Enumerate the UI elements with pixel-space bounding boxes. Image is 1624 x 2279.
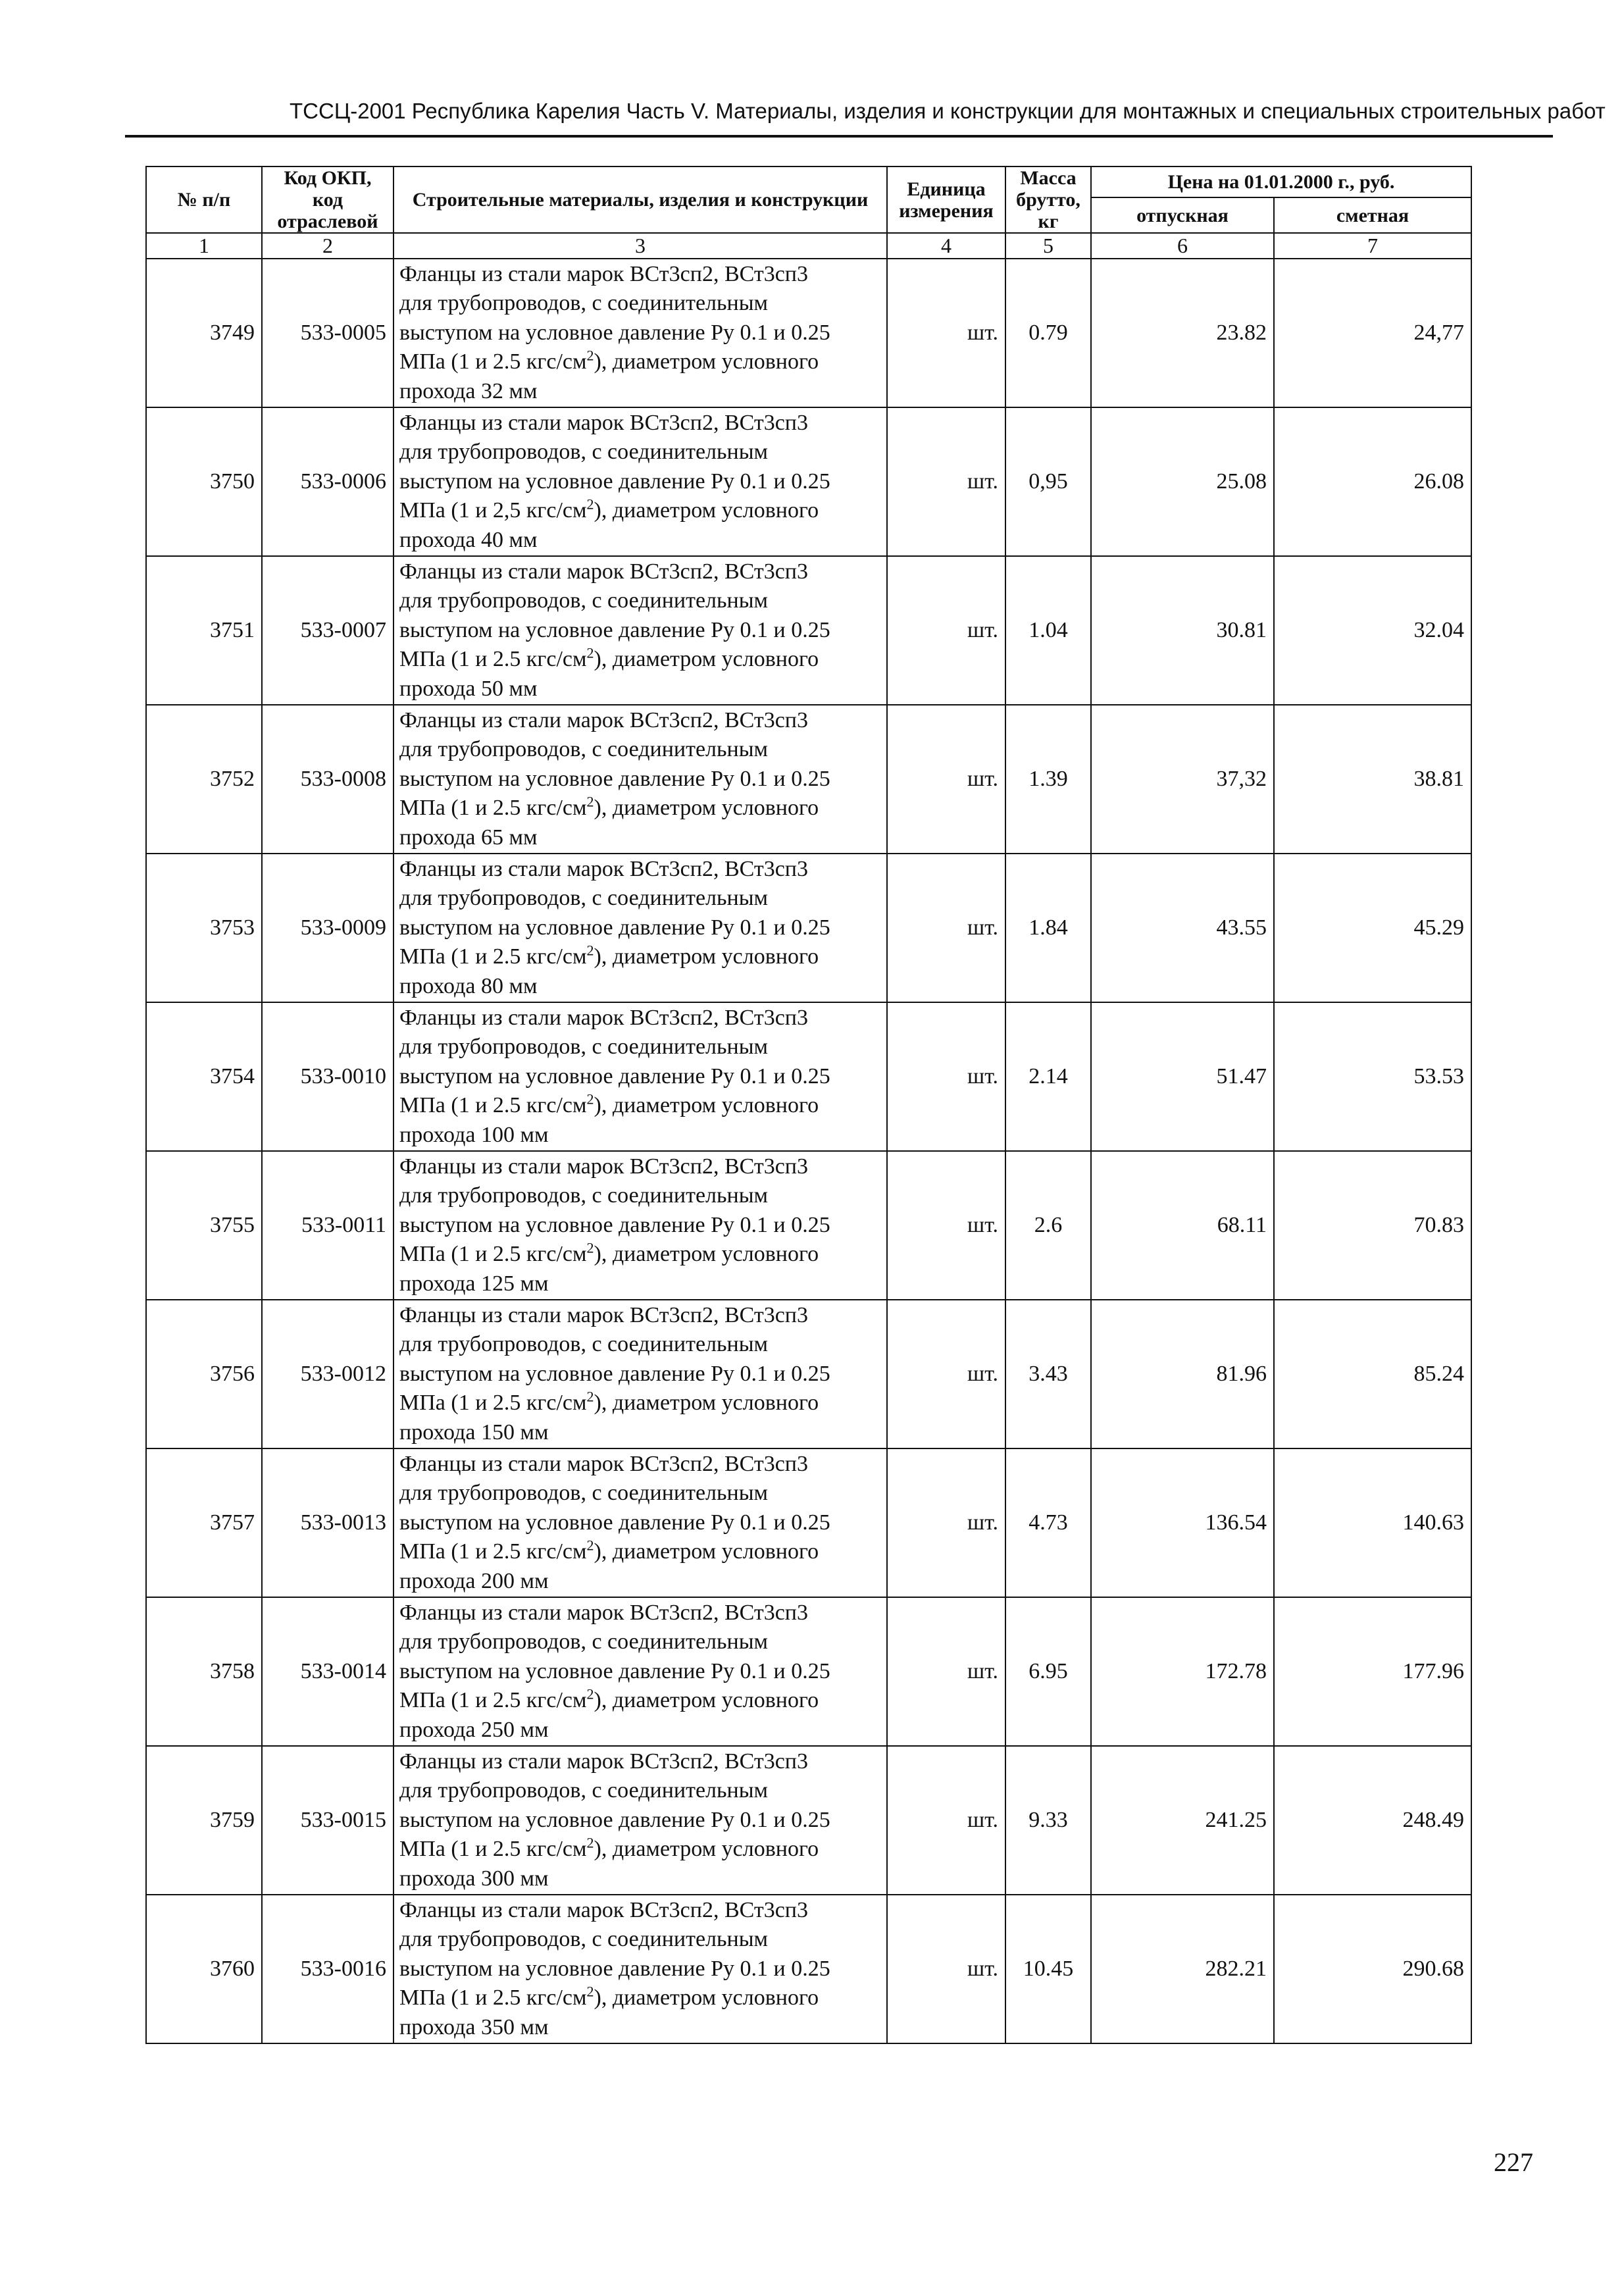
superscript-two: 2 (586, 793, 594, 810)
release-price: 241.25 (1091, 1746, 1274, 1895)
release-price: 37,32 (1091, 705, 1274, 854)
column-number: 2 (262, 233, 393, 259)
description-fragment: ), диаметром условного (594, 796, 819, 821)
unit-of-measure: шт. (887, 854, 1005, 1002)
gross-mass: 0,95 (1005, 407, 1091, 556)
estimate-price: 177.96 (1274, 1597, 1471, 1746)
material-description (393, 1746, 887, 1895)
description-fragment: МПа (1 и 2.5 кгс/см (399, 1242, 587, 1267)
table-row (146, 1895, 1471, 2043)
table-row (146, 1300, 1471, 1448)
unit-of-measure: шт. (887, 556, 1005, 705)
col-header-mass: Масса брутто, кг (1005, 166, 1091, 233)
estimate-price: 38.81 (1274, 705, 1471, 854)
description-fragment: ), диаметром условного (594, 1391, 819, 1416)
unit-of-measure: шт. (887, 1151, 1005, 1300)
description-line: Фланцы из стали марок ВСт3сп2, ВСт3сп3 (399, 856, 808, 881)
description-fragment: МПа (1 и 2.5 кгс/см (399, 1837, 587, 1862)
okp-code: 533-0014 (262, 1597, 393, 1746)
material-description (393, 705, 887, 854)
description-line: Фланцы из стали марок ВСт3сп2, ВСт3сп3 (399, 707, 808, 732)
col-header-price-estimate: сметная (1274, 197, 1471, 233)
description-line: для трубопроводов, с соединительным (399, 886, 769, 911)
description-line: Фланцы из стали марок ВСт3сп2, ВСт3сп3 (399, 559, 808, 584)
col-header-price-release: отпускная (1091, 197, 1274, 233)
description-fragment: ), диаметром условного (594, 1093, 819, 1118)
superscript-two: 2 (586, 1983, 594, 2000)
description-fragment: МПа (1 и 2.5 кгс/см (399, 1093, 587, 1118)
description-line (399, 1984, 881, 2013)
description-line (399, 1686, 881, 1716)
column-number-row (146, 233, 1471, 259)
description-line: для трубопроводов, с соединительным (399, 1927, 769, 1952)
description-line: выступом на условное давление Ру 0.1 и 0.25 (399, 1956, 830, 1981)
material-description (393, 259, 887, 407)
description-line: прохода 40 мм (399, 527, 538, 552)
material-description (393, 854, 887, 1002)
description-line: Фланцы из стали марок ВСт3сп2, ВСт3сп3 (399, 1897, 808, 1922)
description-line: выступом на условное давление Ру 0.1 и 0.25 (399, 1510, 830, 1535)
estimate-price: 140.63 (1274, 1448, 1471, 1597)
table-row (146, 1448, 1471, 1597)
description-line: прохода 65 мм (399, 825, 538, 850)
unit-of-measure: шт. (887, 259, 1005, 407)
row-number: 3760 (146, 1895, 262, 2043)
description-fragment: МПа (1 и 2.5 кгс/см (399, 349, 587, 374)
row-number: 3752 (146, 705, 262, 854)
description-line: выступом на условное давление Ру 0.1 и 0.25 (399, 1361, 830, 1386)
gross-mass: 1.84 (1005, 854, 1091, 1002)
unit-of-measure: шт. (887, 407, 1005, 556)
row-number: 3759 (146, 1746, 262, 1895)
col-header-num: № п/п (146, 166, 262, 233)
superscript-two: 2 (586, 644, 594, 661)
description-line: прохода 300 мм (399, 1866, 549, 1891)
estimate-price: 290.68 (1274, 1895, 1471, 2043)
description-line: прохода 350 мм (399, 2014, 549, 2039)
okp-code: 533-0010 (262, 1002, 393, 1151)
col-header-okp: Код ОКП, код отраслевой (262, 166, 393, 233)
description-line: прохода 50 мм (399, 676, 538, 701)
description-line: Фланцы из стали марок ВСт3сп2, ВСт3сп3 (399, 1154, 808, 1179)
table-row (146, 556, 1471, 705)
description-line: выступом на условное давление Ру 0.1 и 0.25 (399, 1063, 830, 1088)
description-line: для трубопроводов, с соединительным (399, 737, 769, 762)
release-price: 81.96 (1091, 1300, 1274, 1448)
description-line: для трубопроводов, с соединительным (399, 588, 769, 613)
table-row (146, 1151, 1471, 1300)
gross-mass: 3.43 (1005, 1300, 1091, 1448)
okp-code: 533-0016 (262, 1895, 393, 2043)
description-fragment: ), диаметром условного (594, 498, 819, 523)
description-line (399, 1389, 881, 1418)
description-line: выступом на условное давление Ру 0.1 и 0.25 (399, 469, 830, 494)
description-line: для трубопроводов, с соединительным (399, 1332, 769, 1357)
row-number: 3750 (146, 407, 262, 556)
description-line: Фланцы из стали марок ВСт3сп2, ВСт3сп3 (399, 1302, 808, 1327)
description-line: выступом на условное давление Ру 0.1 и 0.25 (399, 766, 830, 791)
gross-mass: 4.73 (1005, 1448, 1091, 1597)
description-line: Фланцы из стали марок ВСт3сп2, ВСт3сп3 (399, 1600, 808, 1625)
description-fragment: МПа (1 и 2.5 кгс/см (399, 647, 587, 672)
description-fragment: ), диаметром условного (594, 944, 819, 969)
description-fragment: МПа (1 и 2.5 кгс/см (399, 1985, 587, 2010)
description-line: выступом на условное давление Ру 0.1 и 0.25 (399, 1658, 830, 1683)
row-number: 3749 (146, 259, 262, 407)
release-price: 30.81 (1091, 556, 1274, 705)
estimate-price: 26.08 (1274, 407, 1471, 556)
description-line: Фланцы из стали марок ВСт3сп2, ВСт3сп3 (399, 1451, 808, 1476)
description-line: прохода 125 мм (399, 1271, 549, 1296)
description-line: Фланцы из стали марок ВСт3сп2, ВСт3сп3 (399, 1749, 808, 1774)
row-number: 3751 (146, 556, 262, 705)
release-price: 23.82 (1091, 259, 1274, 407)
unit-of-measure: шт. (887, 705, 1005, 854)
unit-of-measure: шт. (887, 1002, 1005, 1151)
release-price: 68.11 (1091, 1151, 1274, 1300)
description-line: прохода 32 мм (399, 378, 538, 403)
unit-of-measure: шт. (887, 1448, 1005, 1597)
material-description (393, 1448, 887, 1597)
row-number: 3758 (146, 1597, 262, 1746)
gross-mass: 0.79 (1005, 259, 1091, 407)
okp-code: 533-0011 (262, 1151, 393, 1300)
material-description (393, 1300, 887, 1448)
material-description (393, 556, 887, 705)
material-description (393, 407, 887, 556)
column-number: 3 (393, 233, 887, 259)
estimate-price: 85.24 (1274, 1300, 1471, 1448)
description-fragment: МПа (1 и 2.5 кгс/см (399, 1688, 587, 1713)
description-fragment: ), диаметром условного (594, 1539, 819, 1564)
table-row (146, 407, 1471, 556)
description-line (399, 1537, 881, 1567)
description-line: Фланцы из стали марок ВСт3сп2, ВСт3сп3 (399, 410, 808, 435)
description-line: прохода 80 мм (399, 973, 538, 998)
description-line: для трубопроводов, с соединительным (399, 291, 769, 316)
description-line: для трубопроводов, с соединительным (399, 1035, 769, 1060)
header-row (146, 166, 1471, 197)
price-table (145, 166, 1472, 2044)
description-fragment: МПа (1 и 2.5 кгс/см (399, 1391, 587, 1416)
description-fragment: ), диаметром условного (594, 1242, 819, 1267)
row-number: 3756 (146, 1300, 262, 1448)
description-line: для трубопроводов, с соединительным (399, 1778, 769, 1803)
okp-code: 533-0007 (262, 556, 393, 705)
description-line: Фланцы из стали марок ВСт3сп2, ВСт3сп3 (399, 1005, 808, 1030)
description-fragment: ), диаметром условного (594, 1985, 819, 2010)
superscript-two: 2 (586, 1834, 594, 1851)
column-number: 5 (1005, 233, 1091, 259)
description-line: выступом на условное давление Ру 0.1 и 0.25 (399, 915, 830, 940)
release-price: 51.47 (1091, 1002, 1274, 1151)
table-row (146, 1597, 1471, 1746)
unit-of-measure: шт. (887, 1895, 1005, 2043)
superscript-two: 2 (586, 1090, 594, 1108)
estimate-price: 248.49 (1274, 1746, 1471, 1895)
description-line (399, 1091, 881, 1121)
column-number: 7 (1274, 233, 1471, 259)
gross-mass: 1.39 (1005, 705, 1091, 854)
row-number: 3755 (146, 1151, 262, 1300)
column-number: 4 (887, 233, 1005, 259)
description-fragment: МПа (1 и 2.5 кгс/см (399, 944, 587, 969)
page-number: 227 (1494, 2147, 1533, 2177)
description-fragment: МПа (1 и 2.5 кгс/см (399, 796, 587, 821)
okp-code: 533-0015 (262, 1746, 393, 1895)
estimate-price: 24,77 (1274, 259, 1471, 407)
row-number: 3753 (146, 854, 262, 1002)
description-fragment: ), диаметром условного (594, 647, 819, 672)
col-header-name: Строительные материалы, изделия и конструкции (393, 166, 887, 233)
unit-of-measure: шт. (887, 1746, 1005, 1895)
running-header: ТССЦ-2001 Республика Карелия Часть V. Материалы, изделия и конструкции для монтажных и специальных строительных работ (290, 99, 1606, 123)
description-line (399, 942, 881, 972)
row-number: 3757 (146, 1448, 262, 1597)
description-line: прохода 250 мм (399, 1717, 549, 1742)
okp-code: 533-0005 (262, 259, 393, 407)
release-price: 282.21 (1091, 1895, 1274, 2043)
table-row (146, 705, 1471, 854)
estimate-price: 45.29 (1274, 854, 1471, 1002)
description-fragment: ), диаметром условного (594, 1688, 819, 1713)
okp-code: 533-0008 (262, 705, 393, 854)
material-description (393, 1895, 887, 2043)
description-line (399, 347, 881, 377)
description-line: для трубопроводов, с соединительным (399, 440, 769, 465)
unit-of-measure: шт. (887, 1597, 1005, 1746)
description-line: Фланцы из стали марок ВСт3сп2, ВСт3сп3 (399, 261, 808, 286)
table-row (146, 259, 1471, 407)
estimate-price: 70.83 (1274, 1151, 1471, 1300)
superscript-two: 2 (586, 1537, 594, 1554)
col-header-price-group: Цена на 01.01.2000 г., руб. (1091, 166, 1471, 197)
description-line (399, 645, 881, 675)
description-line (399, 1240, 881, 1269)
superscript-two: 2 (586, 1239, 594, 1256)
superscript-two: 2 (586, 1685, 594, 1703)
header-rule (125, 135, 1553, 138)
gross-mass: 2.14 (1005, 1002, 1091, 1151)
gross-mass: 2.6 (1005, 1151, 1091, 1300)
gross-mass: 9.33 (1005, 1746, 1091, 1895)
description-line: прохода 200 мм (399, 1568, 549, 1593)
description-line (399, 794, 881, 823)
description-line: выступом на условное давление Ру 0.1 и 0.25 (399, 1212, 830, 1237)
description-line: для трубопроводов, с соединительным (399, 1481, 769, 1506)
material-description (393, 1002, 887, 1151)
description-line: выступом на условное давление Ру 0.1 и 0.25 (399, 617, 830, 642)
superscript-two: 2 (586, 347, 594, 364)
material-description (393, 1151, 887, 1300)
release-price: 172.78 (1091, 1597, 1274, 1746)
release-price: 43.55 (1091, 854, 1274, 1002)
table-row (146, 854, 1471, 1002)
okp-code: 533-0009 (262, 854, 393, 1002)
estimate-price: 32.04 (1274, 556, 1471, 705)
description-fragment: МПа (1 и 2.5 кгс/см (399, 1539, 587, 1564)
superscript-two: 2 (586, 1388, 594, 1405)
description-fragment: МПа (1 и 2,5 кгс/см (399, 498, 587, 523)
description-line: выступом на условное давление Ру 0.1 и 0.25 (399, 320, 830, 345)
description-line: для трубопроводов, с соединительным (399, 1183, 769, 1208)
description-line: прохода 100 мм (399, 1122, 549, 1147)
description-line: выступом на условное давление Ру 0.1 и 0.25 (399, 1807, 830, 1832)
okp-code: 533-0012 (262, 1300, 393, 1448)
gross-mass: 1.04 (1005, 556, 1091, 705)
description-line: прохода 150 мм (399, 1420, 549, 1445)
column-number: 6 (1091, 233, 1274, 259)
description-line (399, 496, 881, 526)
col-header-unit: Единица измерения (887, 166, 1005, 233)
description-line: для трубопроводов, с соединительным (399, 1629, 769, 1654)
gross-mass: 10.45 (1005, 1895, 1091, 2043)
description-fragment: ), диаметром условного (594, 349, 819, 374)
okp-code: 533-0006 (262, 407, 393, 556)
release-price: 25.08 (1091, 407, 1274, 556)
okp-code: 533-0013 (262, 1448, 393, 1597)
material-description (393, 1597, 887, 1746)
table-row (146, 1746, 1471, 1895)
column-number: 1 (146, 233, 262, 259)
table-row (146, 1002, 1471, 1151)
gross-mass: 6.95 (1005, 1597, 1091, 1746)
estimate-price: 53.53 (1274, 1002, 1471, 1151)
release-price: 136.54 (1091, 1448, 1274, 1597)
superscript-two: 2 (586, 942, 594, 959)
row-number: 3754 (146, 1002, 262, 1151)
description-fragment: ), диаметром условного (594, 1837, 819, 1862)
superscript-two: 2 (586, 496, 594, 513)
unit-of-measure: шт. (887, 1300, 1005, 1448)
description-line (399, 1835, 881, 1864)
